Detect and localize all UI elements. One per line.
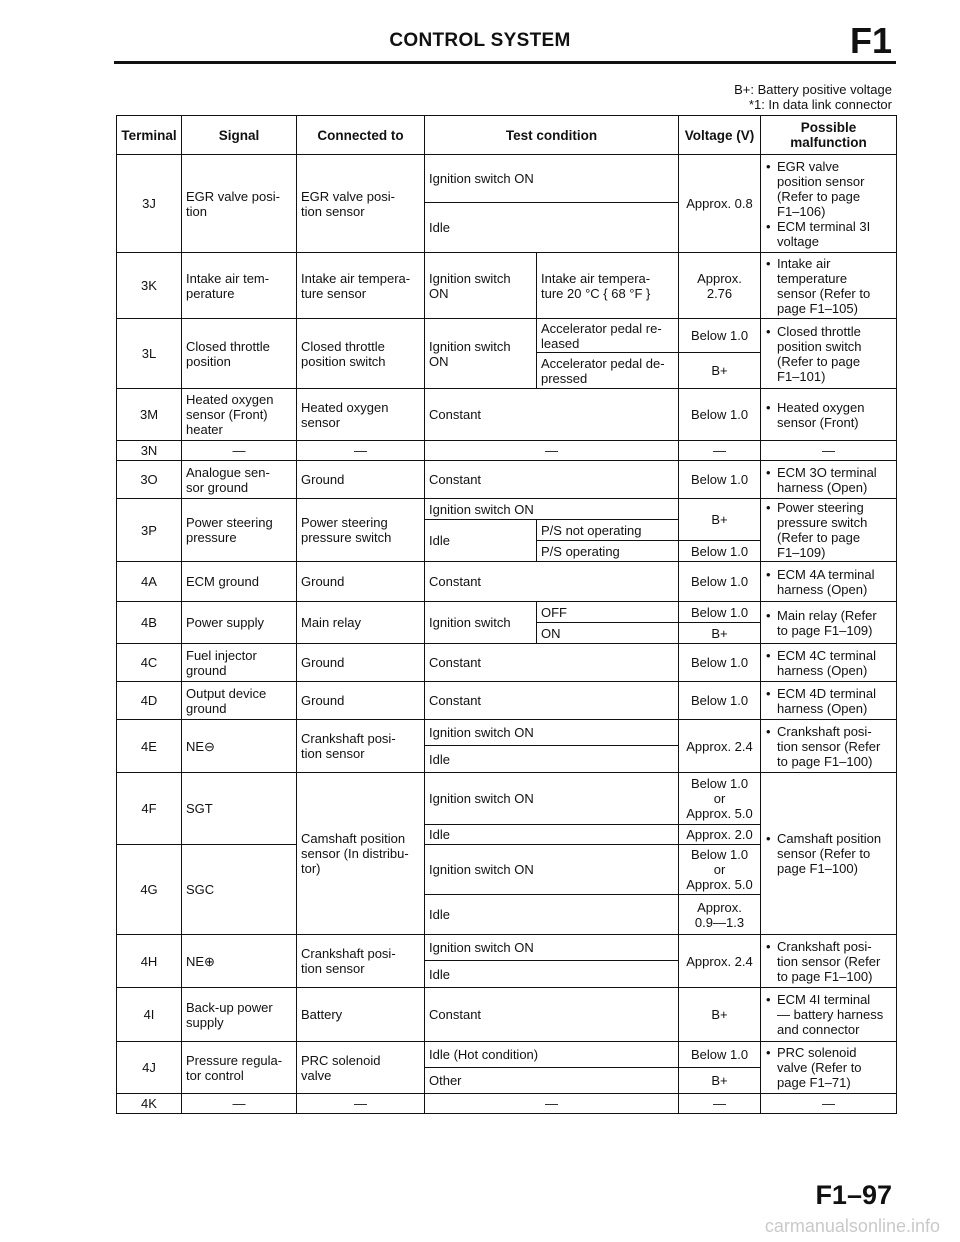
connected-cell: Closed throttle position switch: [297, 319, 425, 389]
voltage-cell: Approx. 0.8: [679, 155, 761, 253]
connected-cell: Ground: [297, 644, 425, 682]
terminal-cell: 3L: [117, 319, 182, 389]
legend-line: B+: Battery positive voltage: [734, 82, 892, 97]
malfunction-cell: [761, 720, 897, 773]
subcondition-cell: Accelerator pedal de- pressed: [537, 353, 679, 389]
table-row: [117, 499, 897, 520]
table-row: [117, 682, 897, 720]
connected-cell: Ground: [297, 461, 425, 499]
condition-cell: Constant: [425, 461, 679, 499]
malfunction-cell: [761, 461, 897, 499]
voltage-cell: —: [679, 441, 761, 461]
table-row: [117, 441, 897, 461]
condition-cell: Constant: [425, 389, 679, 441]
malfunction-item: • Main relay (Refer to page F1–109): [765, 608, 892, 638]
condition-cell: Idle: [425, 961, 679, 988]
voltage-cell: Approx. 2.4: [679, 720, 761, 773]
malfunction-cell: [761, 644, 897, 682]
malfunction-item: • ECM terminal 3I voltage: [765, 219, 892, 249]
malfunction-cell: [761, 1042, 897, 1094]
condition-cell: Idle (Hot condition): [425, 1042, 679, 1068]
malfunction-cell: [761, 253, 897, 319]
terminal-cell: 3M: [117, 389, 182, 441]
condition-cell: Ignition switch ON: [425, 720, 679, 746]
malfunction-list: [765, 324, 892, 384]
table-row: [117, 988, 897, 1042]
voltage-cell: Below 1.0 or Approx. 5.0: [679, 773, 761, 825]
column-header-possible-malfunction: Possible malfunction: [761, 116, 897, 155]
table-row: [117, 319, 897, 353]
subcondition-cell: Accelerator pedal re- leased: [537, 319, 679, 353]
malfunction-list: [765, 686, 892, 716]
voltage-cell: B+: [679, 353, 761, 389]
connected-cell: Battery: [297, 988, 425, 1042]
connected-cell: PRC solenoid valve: [297, 1042, 425, 1094]
malfunction-list: [765, 992, 892, 1037]
signal-cell: Fuel injector ground: [182, 644, 297, 682]
terminal-cell: 3O: [117, 461, 182, 499]
terminal-cell: 4G: [117, 845, 182, 935]
subcondition-cell: ON: [537, 623, 679, 644]
malfunction-cell: [761, 155, 897, 253]
condition-cell: Ignition switch ON: [425, 845, 679, 895]
connected-cell: Power steering pressure switch: [297, 499, 425, 562]
voltage-cell: Below 1.0: [679, 461, 761, 499]
malfunction-list: [765, 939, 892, 984]
connected-cell: Crankshaft posi- tion sensor: [297, 720, 425, 773]
table-header-row: [117, 116, 897, 155]
condition-cell: Ignition switch ON: [425, 319, 537, 389]
voltage-cell: —: [679, 1094, 761, 1114]
condition-cell: Constant: [425, 682, 679, 720]
condition-cell: —: [425, 1094, 679, 1114]
terminal-cell: 4B: [117, 602, 182, 644]
signal-cell: Intake air tem- perature: [182, 253, 297, 319]
terminal-cell: 4E: [117, 720, 182, 773]
malfunction-cell: [761, 988, 897, 1042]
connected-cell: Intake air tempera- ture sensor: [297, 253, 425, 319]
voltage-cell: B+: [679, 623, 761, 644]
condition-cell: Ignition switch ON: [425, 935, 679, 961]
condition-cell: Constant: [425, 988, 679, 1042]
page-title: CONTROL SYSTEM: [389, 30, 571, 51]
malfunction-item: • Power steering pressure switch (Refer to page F1–109): [765, 500, 892, 560]
table-row: [117, 644, 897, 682]
voltage-cell: B+: [679, 1068, 761, 1094]
malfunction-cell: [761, 499, 897, 562]
malfunction-item: • Camshaft position sensor (Refer to page F1–100): [765, 831, 892, 876]
column-header-test-condition: Test condition: [425, 116, 679, 155]
condition-cell: Other: [425, 1068, 679, 1094]
malfunction-cell: —: [761, 441, 897, 461]
malfunction-item: • Crankshaft posi- tion sensor (Refer to page F1–100): [765, 939, 892, 984]
condition-cell: Ignition switch ON: [425, 773, 679, 825]
table-row: [117, 389, 897, 441]
connected-cell: Crankshaft posi- tion sensor: [297, 935, 425, 988]
condition-cell: Idle: [425, 895, 679, 935]
malfunction-list: [765, 500, 892, 560]
terminal-cell: 4F: [117, 773, 182, 845]
watermark: carmanualsonline.info: [764, 1216, 940, 1236]
signal-cell: NE⊖: [182, 720, 297, 773]
signal-cell: SGT: [182, 773, 297, 845]
table-row: [117, 602, 897, 623]
terminal-cell: 3P: [117, 499, 182, 562]
terminal-cell: 4D: [117, 682, 182, 720]
connected-cell: Ground: [297, 562, 425, 602]
malfunction-cell: [761, 602, 897, 644]
voltage-cell: Approx. 2.4: [679, 935, 761, 988]
malfunction-item: • ECM 4D terminal harness (Open): [765, 686, 892, 716]
table-row: [117, 253, 897, 319]
malfunction-list: [765, 465, 892, 495]
signal-cell: Back-up power supply: [182, 988, 297, 1042]
signal-cell: Closed throttle position: [182, 319, 297, 389]
voltage-cell: B+: [679, 499, 761, 541]
table-row: [117, 720, 897, 746]
connected-cell: Heated oxygen sensor: [297, 389, 425, 441]
signal-cell: EGR valve posi- tion: [182, 155, 297, 253]
signal-cell: Power steering pressure: [182, 499, 297, 562]
terminal-cell: 4H: [117, 935, 182, 988]
control-system-table: [116, 115, 897, 1114]
voltage-cell: Below 1.0: [679, 562, 761, 602]
condition-cell: Idle: [425, 203, 679, 253]
column-header-voltage: Voltage (V): [679, 116, 761, 155]
voltage-cell: Below 1.0: [679, 541, 761, 562]
condition-cell: —: [425, 441, 679, 461]
malfunction-item: • ECM 4C terminal harness (Open): [765, 648, 892, 678]
malfunction-item: • Closed throttle position switch (Refer to page F1–101): [765, 324, 892, 384]
legend-line: *1: In data link connector: [748, 97, 892, 112]
malfunction-cell: [761, 773, 897, 935]
signal-cell: Analogue sen- sor ground: [182, 461, 297, 499]
signal-cell: Power supply: [182, 602, 297, 644]
malfunction-list: [765, 608, 892, 638]
signal-cell: SGC: [182, 845, 297, 935]
terminal-cell: 3N: [117, 441, 182, 461]
table-row: [117, 935, 897, 961]
malfunction-cell: [761, 562, 897, 602]
malfunction-item: • ECM 4I terminal — battery harness and connector: [765, 992, 892, 1037]
section-code: F1: [849, 20, 892, 61]
malfunction-list: [765, 648, 892, 678]
terminal-cell: 4K: [117, 1094, 182, 1114]
malfunction-list: [765, 159, 892, 249]
legend: [734, 82, 892, 112]
malfunction-item: • Intake air temperature sensor (Refer to page F1–105): [765, 256, 892, 316]
table-row: [117, 773, 897, 825]
malfunction-cell: [761, 319, 897, 389]
condition-cell: Ignition switch: [425, 602, 537, 644]
voltage-cell: Below 1.0: [679, 319, 761, 353]
malfunction-item: • Heated oxygen sensor (Front): [765, 400, 892, 430]
malfunction-item: • EGR valve position sensor (Refer to page F1–106): [765, 159, 892, 219]
terminal-cell: 4C: [117, 644, 182, 682]
condition-cell: Ignition switch ON: [425, 253, 537, 319]
condition-cell: Ignition switch ON: [425, 499, 679, 520]
signal-cell: —: [182, 441, 297, 461]
connected-cell: —: [297, 441, 425, 461]
voltage-cell: Approx. 2.76: [679, 253, 761, 319]
condition-cell: Ignition switch ON: [425, 155, 679, 203]
malfunction-cell: [761, 389, 897, 441]
condition-cell: Constant: [425, 644, 679, 682]
signal-cell: Heated oxygen sensor (Front) heater: [182, 389, 297, 441]
subcondition-cell: P/S not operating: [537, 520, 679, 541]
malfunction-list: [765, 831, 892, 876]
voltage-cell: Below 1.0: [679, 1042, 761, 1068]
signal-cell: NE⊕: [182, 935, 297, 988]
condition-cell: Idle: [425, 746, 679, 773]
malfunction-item: • ECM 3O terminal harness (Open): [765, 465, 892, 495]
malfunction-list: [765, 567, 892, 597]
column-header-terminal: Terminal: [117, 116, 182, 155]
terminal-cell: 3K: [117, 253, 182, 319]
voltage-cell: Approx. 0.9—1.3: [679, 895, 761, 935]
malfunction-cell: [761, 682, 897, 720]
condition-cell: Constant: [425, 562, 679, 602]
condition-cell: Idle: [425, 520, 537, 562]
terminal-cell: 3J: [117, 155, 182, 253]
malfunction-item: • ECM 4A terminal harness (Open): [765, 567, 892, 597]
connected-cell: Ground: [297, 682, 425, 720]
column-header-connected-to: Connected to: [297, 116, 425, 155]
table-row: [117, 155, 897, 203]
table-row: [117, 1042, 897, 1068]
malfunction-cell: [761, 935, 897, 988]
voltage-cell: Below 1.0: [679, 644, 761, 682]
condition-cell: Idle: [425, 825, 679, 845]
table-row: [117, 562, 897, 602]
terminal-cell: 4J: [117, 1042, 182, 1094]
terminal-cell: 4I: [117, 988, 182, 1042]
malfunction-list: [765, 724, 892, 769]
malfunction-item: • PRC solenoid valve (Refer to page F1–71): [765, 1045, 892, 1090]
voltage-cell: B+: [679, 988, 761, 1042]
page-number: F1–97: [815, 1180, 892, 1210]
malfunction-list: [765, 256, 892, 316]
voltage-cell: Below 1.0: [679, 389, 761, 441]
subcondition-cell: OFF: [537, 602, 679, 623]
signal-cell: Pressure regula- tor control: [182, 1042, 297, 1094]
column-header-signal: Signal: [182, 116, 297, 155]
malfunction-cell: —: [761, 1094, 897, 1114]
voltage-cell: Approx. 2.0: [679, 825, 761, 845]
subcondition-cell: P/S operating: [537, 541, 679, 562]
connected-cell: —: [297, 1094, 425, 1114]
voltage-cell: Below 1.0: [679, 682, 761, 720]
malfunction-list: [765, 400, 892, 430]
malfunction-list: [765, 1045, 892, 1090]
voltage-cell: Below 1.0 or Approx. 5.0: [679, 845, 761, 895]
header-rule: [114, 61, 896, 64]
connected-cell: Main relay: [297, 602, 425, 644]
table-row: [117, 1094, 897, 1114]
terminal-cell: 4A: [117, 562, 182, 602]
signal-cell: Output device ground: [182, 682, 297, 720]
subcondition-cell: Intake air tempera- ture 20 °C { 68 °F }: [537, 253, 679, 319]
connected-cell: EGR valve posi- tion sensor: [297, 155, 425, 253]
malfunction-item: • Crankshaft posi- tion sensor (Refer to page F1–100): [765, 724, 892, 769]
signal-cell: —: [182, 1094, 297, 1114]
connected-cell: Camshaft position sensor (In distribu- tor): [297, 773, 425, 935]
table-row: [117, 461, 897, 499]
signal-cell: ECM ground: [182, 562, 297, 602]
voltage-cell: Below 1.0: [679, 602, 761, 623]
